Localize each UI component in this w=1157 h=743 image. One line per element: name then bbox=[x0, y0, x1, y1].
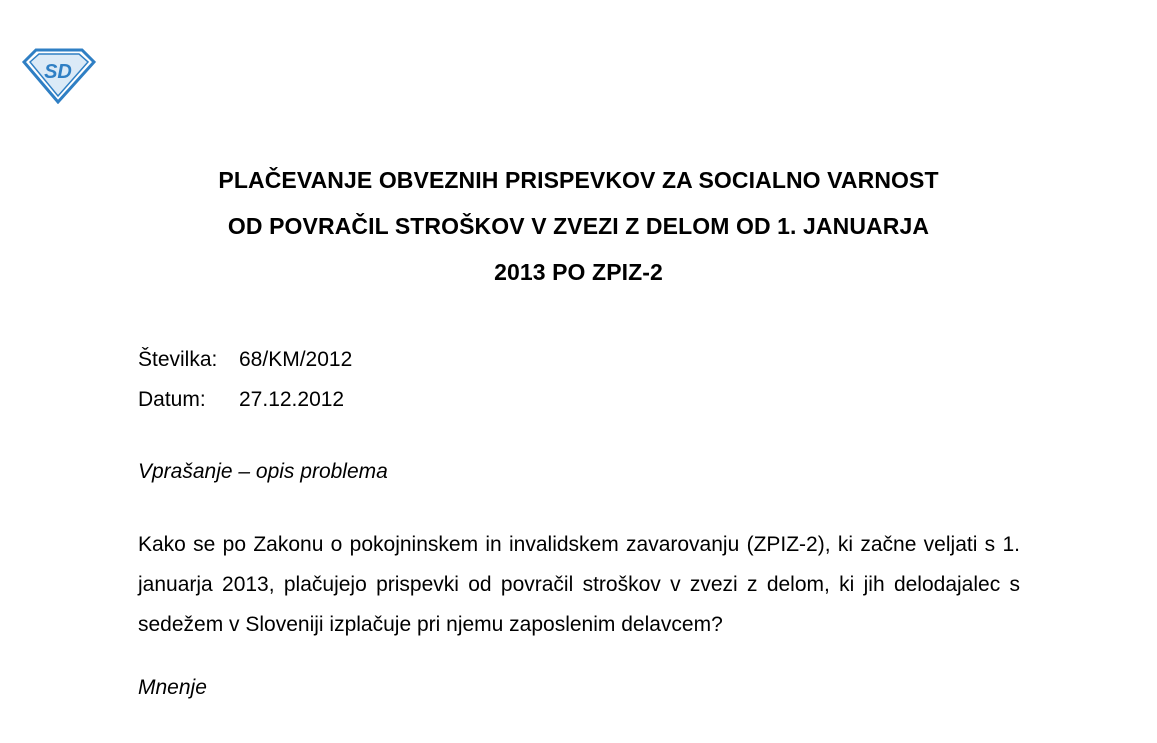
date-row bbox=[138, 380, 352, 420]
number-row bbox=[138, 340, 352, 380]
logo-letters: SD bbox=[44, 61, 72, 83]
number-label: Številka: bbox=[138, 348, 218, 371]
date-value: 27.12.2012 bbox=[239, 388, 345, 411]
title-line-1: PLAČEVANJE OBVEZNIH PRISPEVKOV ZA SOCIALNO VARNOST bbox=[218, 167, 939, 193]
sd-logo-icon bbox=[22, 48, 96, 104]
title-line-3: 2013 PO ZPIZ-2 bbox=[494, 259, 663, 285]
number-value: 68/KM/2012 bbox=[239, 348, 353, 371]
date-label: Datum: bbox=[138, 388, 206, 411]
document-meta bbox=[138, 340, 352, 420]
opinion-heading: Mnenje bbox=[138, 676, 207, 699]
title-line-2: OD POVRAČIL STROŠKOV V ZVEZI Z DELOM OD 1. JANUARJA bbox=[227, 213, 930, 239]
question-paragraph: Kako se po Zakonu o pokojninskem in invalidskem zavarovanju (ZPIZ-2), ki začne veljati s 1. januarja 2013, plačujejo prispevki od povračil stroškov v zvezi z delom, ki jih delodajalec s sedežem v Sloveniji izplačuje pri njemu zaposlenim delavcem? bbox=[138, 533, 1020, 636]
question-heading: Vprašanje – opis problema bbox=[138, 460, 388, 483]
document-title bbox=[0, 157, 1157, 295]
